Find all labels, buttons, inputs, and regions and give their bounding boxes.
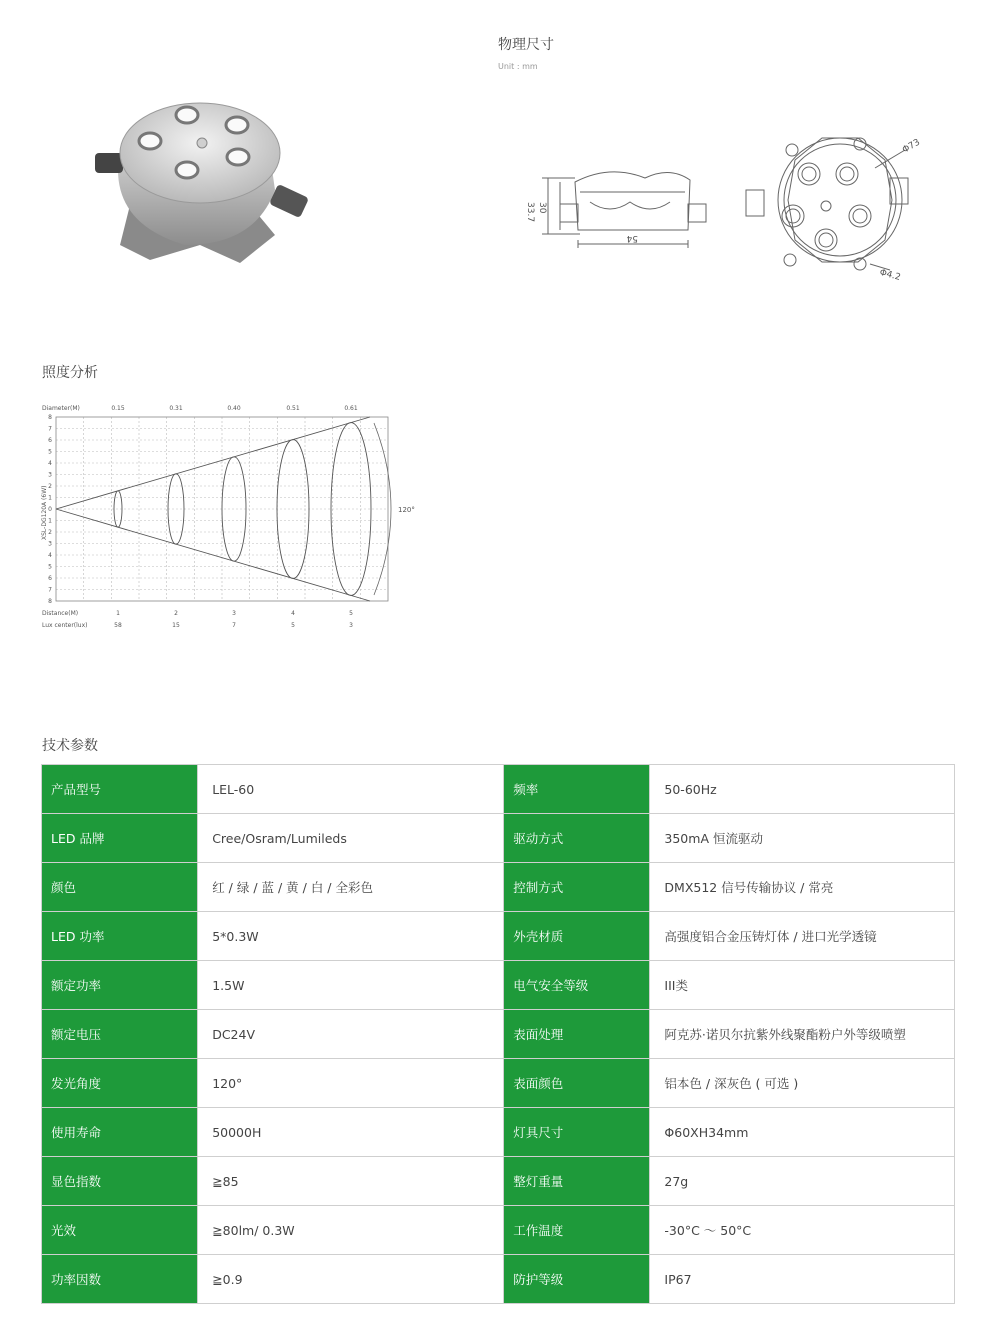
- y-tick-label: 3: [48, 540, 52, 548]
- spec-key: 灯具尺寸: [504, 1108, 650, 1157]
- spec-value: DMX512 信号传输协议 / 常亮: [650, 863, 955, 912]
- tick-labels: [48, 405, 358, 629]
- diameter-value: 0.15: [111, 405, 125, 412]
- spec-row: [42, 863, 955, 912]
- spec-key: 显色指数: [42, 1157, 198, 1206]
- yaxis-label: XSL-DG120A (6W): [41, 485, 48, 540]
- spec-key: LED 品牌: [42, 814, 198, 863]
- y-tick-label: 8: [48, 598, 52, 605]
- spec-key: 使用寿命: [42, 1108, 198, 1157]
- spec-value: 1.5W: [198, 961, 504, 1010]
- y-tick-label: 7: [48, 425, 52, 433]
- spec-key: 工作温度: [504, 1206, 650, 1255]
- y-tick-label: 1: [48, 517, 52, 525]
- spec-value: 50-60Hz: [650, 765, 955, 814]
- beam-angle-label: 120°: [398, 506, 415, 514]
- spec-row: [42, 814, 955, 863]
- y-tick-label: 7: [48, 586, 52, 594]
- spec-value: 120°: [198, 1059, 504, 1108]
- distance-value: 3: [232, 610, 236, 617]
- diameter-value: 0.40: [227, 405, 241, 412]
- y-tick-label: 1: [48, 494, 52, 502]
- spec-key: 频率: [504, 765, 650, 814]
- product-photo: [90, 95, 320, 275]
- distance-value: 1: [116, 610, 120, 617]
- spec-table: [41, 764, 955, 1304]
- spec-row: [42, 1206, 955, 1255]
- dim-h1: 33.7: [525, 202, 535, 223]
- spec-row: [42, 1108, 955, 1157]
- spec-key: 电气安全等级: [504, 961, 650, 1010]
- dim-w: 54: [626, 233, 638, 243]
- y-tick-label: 6: [48, 575, 52, 582]
- distance-value: 2: [174, 610, 178, 617]
- spec-value: III类: [650, 961, 955, 1010]
- spec-key: 驱动方式: [504, 814, 650, 863]
- spec-value: Cree/Osram/Lumileds: [198, 814, 504, 863]
- spec-row: [42, 1157, 955, 1206]
- spec-key: 发光角度: [42, 1059, 198, 1108]
- spec-key: 产品型号: [42, 765, 198, 814]
- dimensions-title: 物理尺寸: [498, 37, 554, 53]
- spec-value: 高强度铝合金压铸灯体 / 进口光学透镜: [650, 912, 955, 961]
- spec-value: LEL-60: [198, 765, 504, 814]
- spec-row: [42, 765, 955, 814]
- illuminance-title: 照度分析: [42, 365, 98, 381]
- spec-row: [42, 1010, 955, 1059]
- spec-value: 350mA 恒流驱动: [650, 814, 955, 863]
- spec-row: [42, 912, 955, 961]
- distance-value: 4: [291, 610, 295, 617]
- spec-value: 阿克苏·诺贝尔抗紫外线聚酯粉户外等级喷塑: [650, 1010, 955, 1059]
- spec-key: 表面处理: [504, 1010, 650, 1059]
- lux-value: 3: [349, 622, 353, 629]
- y-tick-label: 2: [48, 483, 52, 490]
- spec-key: 颜色: [42, 863, 198, 912]
- spec-key: 光效: [42, 1206, 198, 1255]
- diameter-label: Diameter(M): [42, 405, 80, 412]
- spec-value: IP67: [650, 1255, 955, 1304]
- y-tick-label: 4: [48, 460, 52, 467]
- spec-key: 额定功率: [42, 961, 198, 1010]
- diameter-value: 0.61: [344, 405, 358, 412]
- dim-h2: 30: [537, 202, 547, 214]
- dim-dia: Φ73: [900, 137, 922, 156]
- y-tick-label: 5: [48, 563, 52, 571]
- distance-value: 5: [349, 610, 353, 617]
- specs-title: 技术参数: [42, 738, 98, 754]
- spec-value: DC24V: [198, 1010, 504, 1059]
- dim-hole: Φ4.2: [878, 267, 902, 284]
- spec-key: 防护等级: [504, 1255, 650, 1304]
- spec-row: [42, 1059, 955, 1108]
- spec-value: 5*0.3W: [198, 912, 504, 961]
- spec-value: 红 / 绿 / 蓝 / 黄 / 白 / 全彩色: [198, 863, 504, 912]
- illuminance-diagram: [38, 398, 438, 638]
- spec-key: 控制方式: [504, 863, 650, 912]
- spec-value: 27g: [650, 1157, 955, 1206]
- spec-key: 功率因数: [42, 1255, 198, 1304]
- spec-value: ≧80lm/ 0.3W: [198, 1206, 504, 1255]
- y-tick-label: 3: [48, 471, 52, 479]
- spec-value: ≧0.9: [198, 1255, 504, 1304]
- spec-value: 铝本色 / 深灰色 ( 可选 ): [650, 1059, 955, 1108]
- side-view-drawing: [520, 160, 720, 270]
- spec-key: LED 功率: [42, 912, 198, 961]
- y-tick-label: 8: [48, 414, 52, 421]
- spec-value: ≧85: [198, 1157, 504, 1206]
- lux-value: 58: [114, 622, 122, 629]
- y-tick-label: 2: [48, 529, 52, 536]
- diameter-value: 0.31: [169, 405, 183, 412]
- lux-value: 7: [232, 622, 236, 629]
- lux-value: 5: [291, 622, 295, 629]
- spec-value: -30°C ～ 50°C: [650, 1206, 955, 1255]
- y-tick-label: 5: [48, 448, 52, 456]
- spec-value: 50000H: [198, 1108, 504, 1157]
- spec-key: 整灯重量: [504, 1157, 650, 1206]
- spec-key: 额定电压: [42, 1010, 198, 1059]
- spec-row: [42, 961, 955, 1010]
- y-tick-label: 0: [48, 506, 52, 513]
- distance-label: Distance(M): [42, 610, 79, 617]
- top-view-drawing: [740, 130, 940, 290]
- spec-key: 外壳材质: [504, 912, 650, 961]
- spec-value: Φ60XH34mm: [650, 1108, 955, 1157]
- spec-key: 表面颜色: [504, 1059, 650, 1108]
- lux-label: Lux center(lux): [42, 622, 88, 629]
- y-tick-label: 4: [48, 552, 52, 559]
- spec-row: [42, 1255, 955, 1304]
- unit-label: Unit : mm: [498, 62, 538, 71]
- y-tick-label: 6: [48, 437, 52, 444]
- lux-value: 15: [172, 622, 180, 629]
- diameter-value: 0.51: [286, 405, 300, 412]
